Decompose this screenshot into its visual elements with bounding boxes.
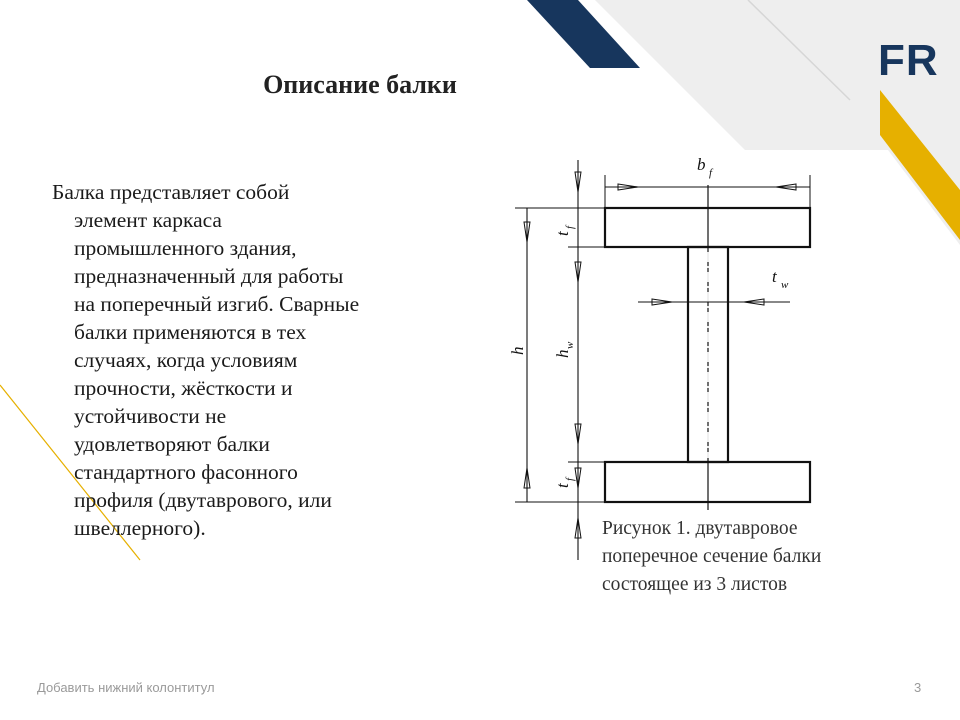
label-tf-bottom <box>553 476 576 488</box>
figure-caption[interactable] <box>602 515 922 599</box>
body-line: балки применяются в тех <box>74 320 307 344</box>
label-h-main: h <box>508 346 527 355</box>
label-tf-top-main: t <box>553 231 572 236</box>
fr-logo: FR <box>878 36 939 85</box>
label-tf-top <box>553 224 576 236</box>
label-tf-top-sub: f <box>564 225 576 229</box>
footer-placeholder[interactable]: Добавить нижний колонтитул <box>37 680 215 695</box>
body-line: стандартного фасонного <box>74 460 298 484</box>
body-line: прочности, жёсткости и <box>74 376 293 400</box>
body-line: предназначенный для работы <box>74 264 344 288</box>
body-line: удовлетворяют балки <box>74 432 270 456</box>
caption-line: состоящее из 3 листов <box>602 574 788 595</box>
body-line: устойчивости не <box>74 404 227 428</box>
label-tf-bottom-main: t <box>553 483 572 488</box>
body-line: профиля (двутаврового, или <box>74 488 332 512</box>
body-line: элемент каркаса <box>74 208 222 232</box>
label-h <box>508 347 527 356</box>
label-b: b <box>697 155 706 174</box>
label-b-sub: f <box>709 167 713 179</box>
body-line: промышленного здания, <box>74 236 297 260</box>
label-tw-sub: w <box>781 279 789 291</box>
body-line: Балка представляет собой <box>52 180 290 204</box>
page-number: 3 <box>914 680 922 695</box>
caption-line: поперечное сечение балки <box>602 546 822 567</box>
label-tw: t <box>772 267 777 286</box>
caption-line: Рисунок 1. двутавровое <box>602 518 798 539</box>
label-hw <box>553 341 576 358</box>
label-hw-sub: w <box>564 341 576 349</box>
label-tf-bottom-sub: f <box>564 477 576 481</box>
body-line: случаях, когда условиям <box>74 348 298 372</box>
slide-title[interactable]: Описание балки <box>263 70 457 99</box>
body-line: швеллерного). <box>74 516 206 540</box>
label-hw-main: h <box>553 349 572 358</box>
body-line: на поперечный изгиб. Сварные <box>74 292 360 316</box>
body-text[interactable] <box>52 178 444 542</box>
